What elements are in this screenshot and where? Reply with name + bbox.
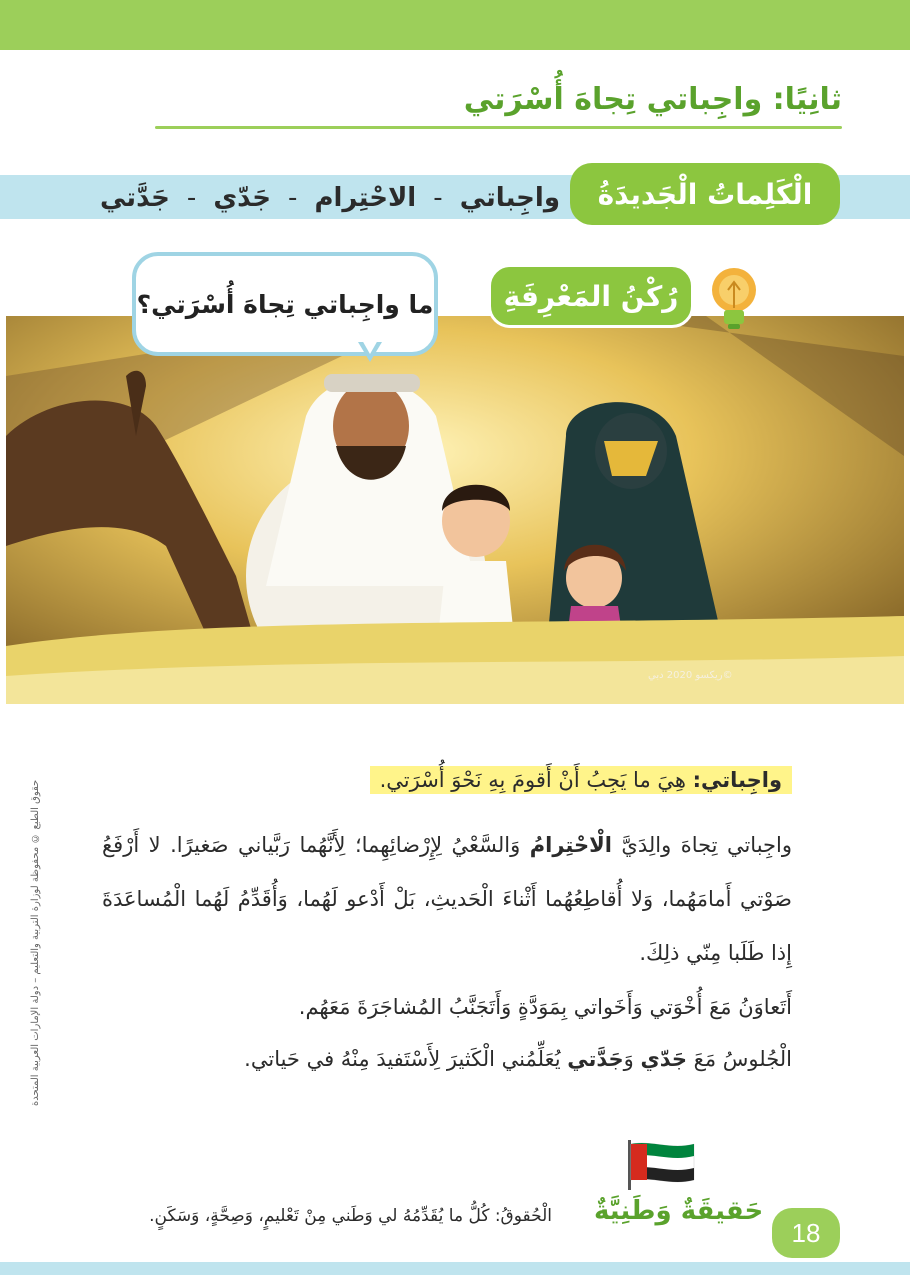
paragraph-grandparents	[102, 1032, 792, 1086]
uae-flag-icon	[626, 1140, 696, 1190]
lightbulb-icon	[702, 262, 766, 332]
vocab-word-4: جَدَّتي	[100, 183, 170, 213]
text-span: واجِباتي تِجاهَ والِدَيَّ	[611, 833, 792, 857]
definition-term: واجِباتي:	[692, 768, 782, 792]
text-span: وَ	[623, 1047, 641, 1071]
definition-text: هِيَ ما يَجِبُ أَنْ أَقومَ بِهِ نَحْوَ أُسْرَتي.	[379, 768, 693, 792]
heading-underline	[155, 126, 842, 129]
vocab-word-2: الاحْتِرام	[314, 183, 417, 213]
knowledge-corner-label: رُكْنُ المَعْرِفَةِ	[488, 264, 694, 328]
vocabulary-words	[100, 174, 560, 222]
bold-term: الْاحْتِرامُ	[529, 833, 612, 857]
bold-term: جَدَّتي	[567, 1047, 624, 1071]
text-span: الْجُلوسُ مَعَ	[687, 1047, 792, 1071]
text-span: وَالسَّعْيُ لِإِرْضائِهِما؛ لِأَنَّهُما رَبَّياني صَغيرًا. لا أَرْفَعُ صَوْتي أَمامَهُما، وَلا أُقاطِعُهُما أَثْناءَ الْحَديثِ، بَلْ أَدْعو لَهُما، وَأُقَدِّمُ لَهُما الْمُساعَدَةَ إِذا طَلَبا مِنّي ذلِكَ.	[102, 833, 792, 965]
question-bubble: ما واجِباتي تِجاهَ أُسْرَتي؟	[132, 252, 438, 356]
paragraph-siblings: أَتَعاوَنُ مَعَ أُخْوَتي وَأَخَواتي بِمَوَدَّةٍ وَأَتَجَنَّبُ المُشاجَرَةَ مَعَهُم.	[298, 995, 792, 1019]
bold-term: جَدّي	[640, 1047, 687, 1071]
national-fact-label: حَقيقَةٌ وَطَنِيَّةٌ	[594, 1196, 764, 1226]
bubble-tail-inner	[362, 340, 378, 354]
paragraph-parents	[102, 818, 792, 980]
definition-highlight	[370, 766, 792, 794]
vocab-word-1: واجِباتي	[459, 183, 560, 213]
bottom-blue-band	[0, 1262, 910, 1275]
top-green-band	[0, 0, 910, 50]
new-words-label: الْكَلِماتُ الْجَديدَةُ	[570, 163, 840, 225]
text-span: يُعَلِّمُني الْكَثيرَ لِأَسْتَفيدَ مِنْهُ في حَياتي.	[244, 1047, 568, 1071]
separator: -	[288, 183, 298, 213]
separator: -	[186, 183, 197, 213]
section-heading: ثانِيًا: واجِباتي تِجاهَ أُسْرَتي	[463, 82, 842, 117]
illustration-credit: ©ريكسو 2020 دبي	[648, 670, 733, 681]
separator: -	[433, 183, 443, 213]
copyright-side-note: حقوق الطبع © محفوظة لوزارة التربية والتعليم – دولة الإمارات العربية المتحدة	[30, 780, 41, 1107]
page-number: 18	[772, 1208, 840, 1258]
rights-definition: الْحُقوقُ: كُلُّ ما يُقَدِّمُهُ لي وَطَني مِنْ تَعْليمٍ، وَصِحَّةٍ، وَسَكَنٍ.	[149, 1206, 552, 1226]
family-illustration	[6, 316, 904, 704]
vocab-word-3: جَدّي	[213, 183, 271, 213]
